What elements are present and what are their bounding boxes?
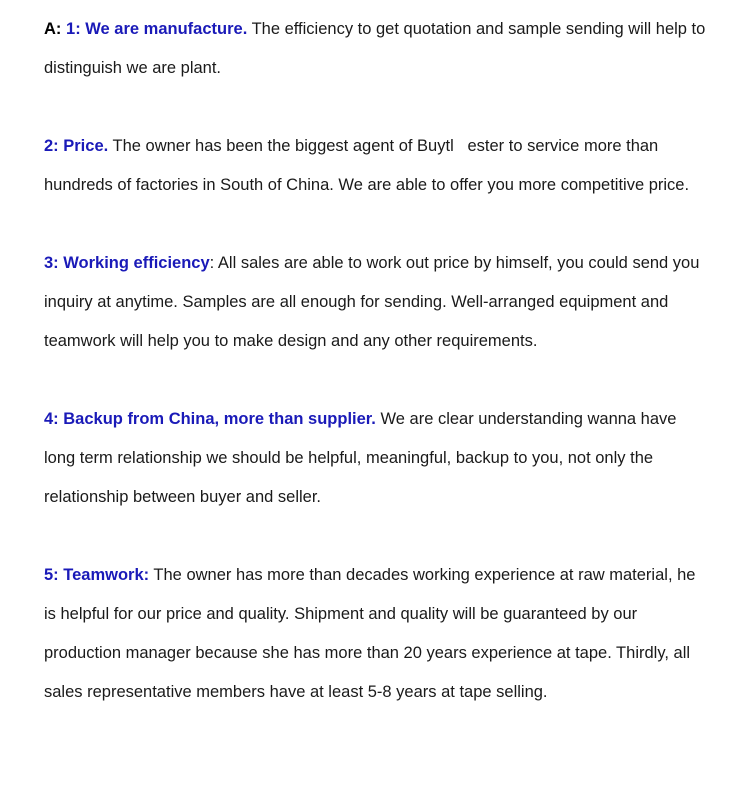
paragraph-manufacture [44, 10, 709, 88]
answer-prefix: A: [44, 20, 62, 38]
text-price: The owner has been the biggest agent of Buytl ester to service more than hundreds of factories in South of China. We are able to offer you more competitive price. [44, 137, 690, 194]
text-backup: We are clear understanding wanna have long term relationship we should be helpful, meaningful, backup to you, not only the relationship between buyer and seller. [44, 410, 677, 506]
heading-backup: 4: Backup from China, more than supplier. [44, 410, 376, 428]
text-working-efficiency: : All sales are able to work out price by himself, you could send you inquiry at anytime. Samples are all enough for sending. Well-arranged equipment and teamwork will help you to make design and any other requirements. [44, 254, 700, 350]
paragraph-price [44, 127, 709, 205]
text-teamwork: The owner has more than decades working experience at raw material, he is helpful for our price and quality. Shipment and quality will be guaranteed by our production manager because she has more than 20 years experience at tape. Thirdly, all sales representative members have at least 5-8 years at tape selling. [44, 566, 696, 701]
document-body [44, 10, 709, 712]
heading-manufacture: 1: We are manufacture. [66, 20, 248, 38]
paragraph-working-efficiency [44, 244, 709, 361]
paragraph-backup [44, 400, 709, 517]
heading-price: 2: Price. [44, 137, 109, 155]
text-manufacture: The efficiency to get quotation and sample sending will help to distinguish we are plant. [44, 20, 706, 77]
paragraph-teamwork [44, 556, 709, 712]
heading-teamwork: 5: Teamwork: [44, 566, 150, 584]
heading-working-efficiency: 3: Working efficiency [44, 254, 210, 272]
